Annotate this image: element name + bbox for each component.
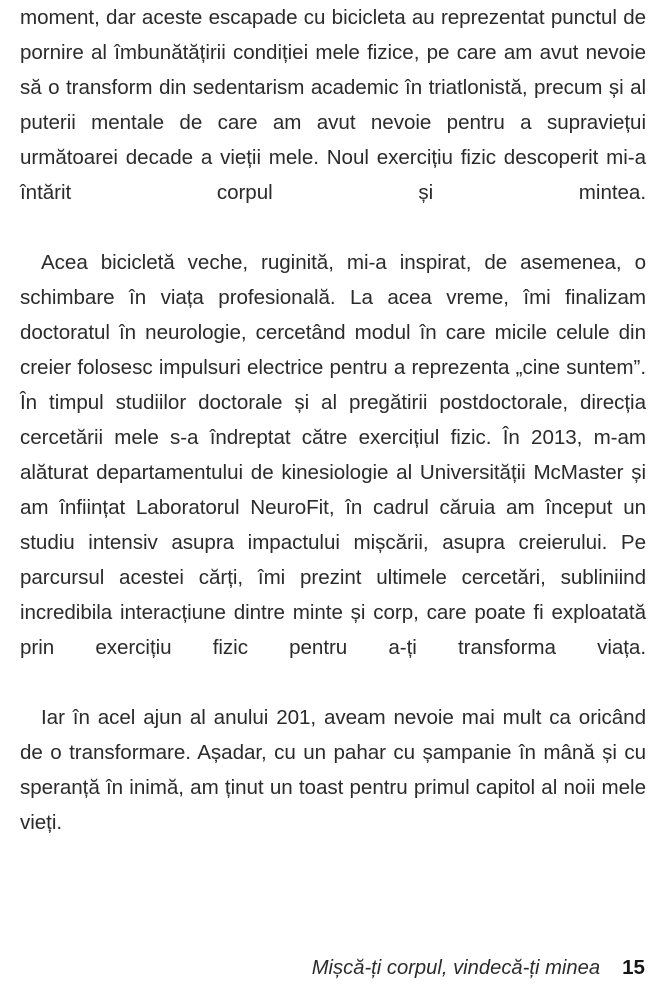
paragraph-ajun-anului: Iar în acel ajun al anului 201, aveam nevoie mai mult ca oricând de o transformare. Așadar, cu un pahar cu șampanie în mână și cu speranță în inimă, am ținut un toast pentru primul capitol al noii mele vieți. [20, 706, 646, 834]
body-text-column [20, 0, 646, 875]
paragraph-bicicleta-veche: Acea bicicletă veche, ruginită, mi-a inspirat, de asemenea, o schimbare în viața profesională. La acea vreme, îmi finalizam doctoratul în neurologie, cercetând modul în care micile celule din creier folosesc impulsuri electrice pentru a reprezenta „cine suntem”. În timpul studiilor doctorale și al pregătirii postdoctorale, direcția cercetării mele s-a îndreptat către exercițiul fizic. În 2013, m-am alăturat departamentului de kinesiologie al Universității McMaster și am înființat Laboratorul NeuroFit, în cadrul căruia am început un studiu intensiv asupra impactului mișcării, asupra creierului. Pe parcursul acestei cărți, îmi prezint ultimele cercetări, subliniind incredibila interacțiune dintre minte și corp, care poate fi exploatată prin exercițiu fizic pentru a-ți transforma viața. [20, 251, 646, 659]
page-number: 15 [622, 956, 645, 979]
page-footer [20, 951, 645, 985]
paragraph-continuation: moment, dar aceste escapade cu bicicleta au reprezentat punctul de pornire al îmbunătățirii condiției mele fizice, pe care am avut nevoie să o transform din sedentarism academic în triatlonistă, precum și al puterii mentale de care am avut nevoie pentru a supraviețui următoarei decade a vieții mele. Noul exercițiu fizic descoperit mi-a întărit corpul și mintea. [20, 6, 646, 204]
running-head: Mișcă-ți corpul, vindecă-ți minea [311, 957, 601, 979]
